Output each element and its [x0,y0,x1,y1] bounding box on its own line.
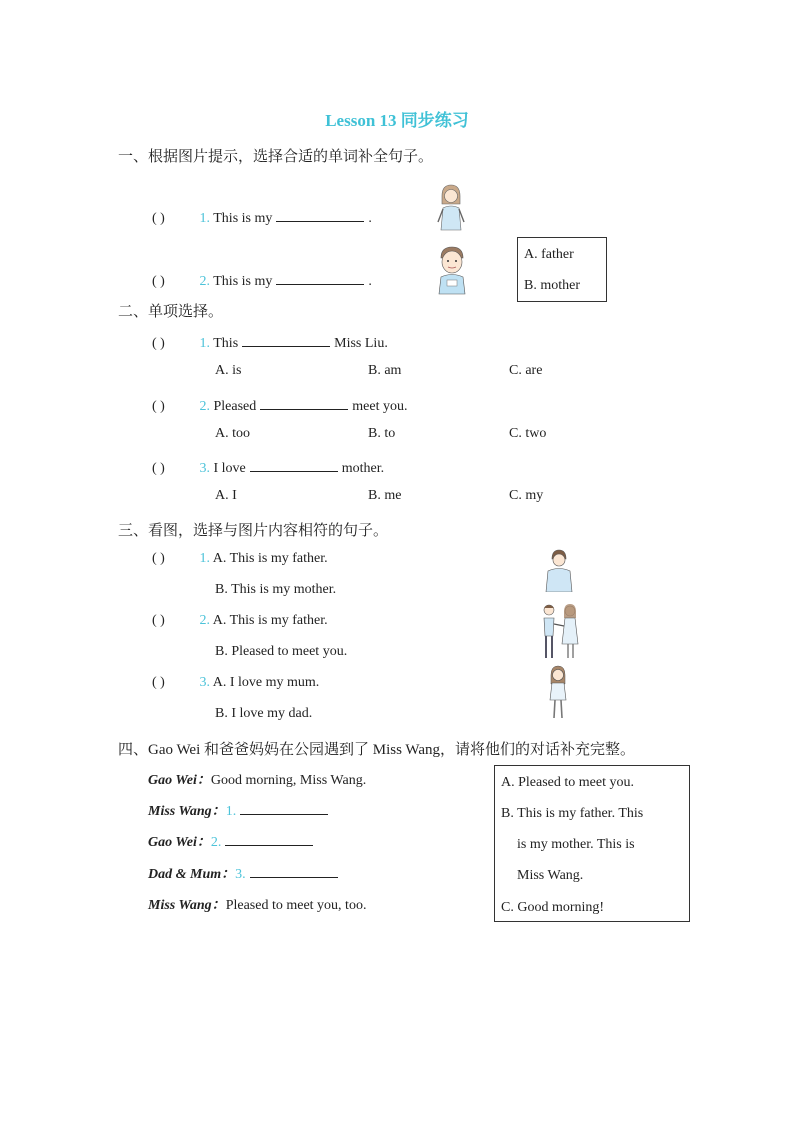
father-picture [542,548,576,592]
question-post: Miss Liu. [334,336,388,351]
speaker: Miss Wang： [148,804,226,819]
speaker: Miss Wang： [148,898,226,913]
option-a: A. Pleased to meet you. [501,775,634,790]
line-text: Pleased to meet you, too. [225,898,367,913]
s2-q3-option-b[interactable]: B. me [368,488,402,503]
option-a[interactable]: A. I love my mum. [212,675,320,690]
girl-picture [545,664,571,720]
line-text: Good morning, Miss Wang. [210,773,367,788]
s2-q3-option-a[interactable]: A. I [215,488,237,503]
answer-blank[interactable] [276,270,364,285]
option-a[interactable]: A. This is my father. [212,551,328,566]
answer-blank[interactable] [260,395,348,410]
s2-q1 [152,332,388,352]
question-number: 3. [235,867,246,882]
answer-blank[interactable] [250,863,338,878]
question-text: This is my [213,274,273,289]
question-number: 3. [199,461,210,476]
question-number: 3. [199,675,210,690]
s2-q3-option-c[interactable]: C. my [509,488,544,503]
answer-paren[interactable]: ( ) [152,274,165,289]
answer-blank[interactable] [276,207,364,222]
answer-paren[interactable]: ( ) [152,461,165,476]
question-number: 2. [199,399,210,414]
s2-q3 [152,457,384,477]
s3-q3-option-b[interactable]: B. I love my dad. [215,706,313,721]
question-post: meet you. [352,399,408,414]
section-3-heading: 三、看图，选择与图片内容相符的句子。 [118,523,389,539]
question-number: 1. [225,804,237,819]
s3-q1-option-b[interactable]: B. This is my mother. [215,582,337,597]
section-4-heading: 四、Gao Wei 和爸爸妈妈在公园遇到了 Miss Wang，请将他们的对话补充完整。 [118,742,636,758]
father-picture [436,244,468,296]
question-number: 1. [199,551,210,566]
s3-q2-option-b[interactable]: B. Pleased to meet you. [215,644,348,659]
answer-paren[interactable]: ( ) [152,551,165,566]
answer-paren[interactable]: ( ) [152,399,165,414]
dialogue-line-2 [148,800,332,820]
s2-q2 [152,395,407,415]
handshake-picture [538,602,582,660]
s1-q2 [152,270,372,290]
question-number: 1. [199,211,210,226]
options-box-2 [494,765,690,922]
sentence-end: . [368,211,372,226]
sentence-end: . [368,274,372,289]
question-text: This is my [213,211,273,226]
answer-paren[interactable]: ( ) [152,613,165,628]
question-pre: I love [213,461,246,476]
answer-blank[interactable] [225,831,313,846]
option-c: C. Good morning! [501,900,605,915]
dialogue-line-5 [148,894,366,914]
answer-blank[interactable] [242,332,330,347]
option-b-cont: is my mother. This is [517,837,635,852]
option-b: B. This is my father. This [501,806,644,821]
question-post: mother. [341,461,385,476]
dialogue-line-1 [148,769,366,789]
section-2-heading: 二、单项选择。 [118,304,224,320]
s2-q2-option-c[interactable]: C. two [509,426,547,441]
page-title: Lesson 13 同步练习 [325,111,469,130]
answer-blank[interactable] [240,800,328,815]
question-pre: Pleased [213,399,257,414]
question-pre: This [213,336,239,351]
option-a: A. father [524,247,574,262]
answer-blank[interactable] [250,457,338,472]
s3-q3 [152,675,319,691]
speaker: Dad & Mum： [148,867,236,882]
option-a[interactable]: A. This is my father. [212,613,328,628]
mother-picture [432,182,470,232]
speaker: Gao Wei： [148,835,211,850]
s3-q1 [152,551,328,567]
question-number: 2. [210,835,222,850]
s1-q1 [152,207,372,227]
s2-q2-option-b[interactable]: B. to [368,426,396,441]
question-number: 2. [199,613,210,628]
answer-paren[interactable]: ( ) [152,675,165,690]
s2-q1-option-c[interactable]: C. are [509,363,543,378]
s2-q1-option-a[interactable]: A. is [215,363,242,378]
section-1-heading: 一、根据图片提示，选择合适的单词补全句子。 [118,149,434,165]
s3-q2 [152,613,328,629]
answer-paren[interactable]: ( ) [152,336,165,351]
s2-q1-option-b[interactable]: B. am [368,363,402,378]
option-b: B. mother [524,278,580,293]
question-number: 2. [199,274,210,289]
option-b-cont2: Miss Wang. [517,868,584,883]
question-number: 1. [199,336,210,351]
dialogue-line-3 [148,831,317,851]
s2-q2-option-a[interactable]: A. too [215,426,250,441]
dialogue-line-4 [148,863,342,883]
answer-paren[interactable]: ( ) [152,211,165,226]
speaker: Gao Wei： [148,773,211,788]
options-box-1 [517,237,607,302]
